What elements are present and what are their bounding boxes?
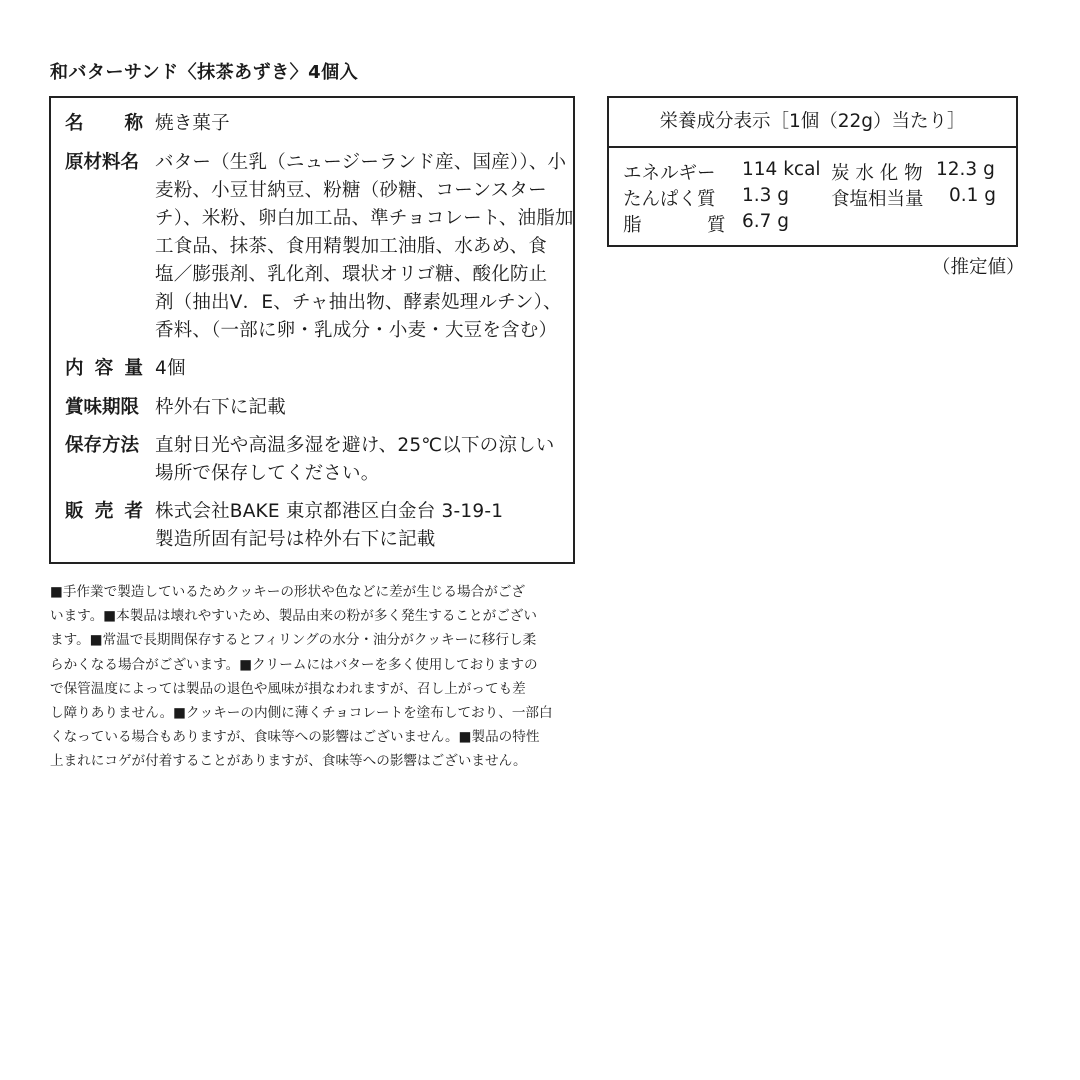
- note-line: らかくなる場合がございます。■クリームにはバターを多く使用しておりますの: [50, 656, 538, 673]
- row-storage: [65, 432, 567, 488]
- nutrition-header: 栄養成分表示［1個（22g）当たり］: [609, 98, 1016, 148]
- row-best-before: [65, 394, 567, 422]
- note-line: で保管温度によっては製品の退色や風味が損なわれますが、召し上がっても差: [50, 680, 526, 697]
- fat-label-1: 脂: [623, 215, 642, 236]
- fat-label-2: 質: [707, 215, 726, 236]
- value-seller: 株式会社BAKE 東京都港区白金台 3-19-1 製造所固有記号は枠外右下に記載: [155, 501, 504, 550]
- value-name: 焼き菓子: [155, 113, 230, 134]
- note-line: し障りありません。■クッキーの内側に薄くチョコレートを塗布しており、一部白: [50, 705, 553, 722]
- key-ingredients: 原材料名: [65, 152, 140, 173]
- row-contents: [65, 355, 567, 383]
- caution-notes: [50, 580, 590, 774]
- row-name: [65, 110, 567, 138]
- carb-value: 12.3 g: [936, 159, 995, 180]
- fat-value: 6.7 g: [742, 211, 790, 232]
- key-best-before: 賞味期限: [65, 397, 140, 418]
- note-line: 上まれにコゲが付着することがありますが、食味等への影響はございません。: [50, 753, 527, 770]
- energy-value: 114 kcal: [742, 159, 821, 180]
- product-title: 和バターサンド〈抹茶あずき〉4個入: [50, 62, 359, 83]
- row-ingredients: [65, 149, 574, 345]
- key-name: 名 称: [65, 113, 143, 134]
- key-seller: 販 売 者: [65, 501, 143, 522]
- key-storage: 保存方法: [65, 435, 140, 456]
- value-ingredients: バター（生乳（ニュージーランド産、国産））、小 麦粉、小豆甘納豆、粉糖（砂糖、コーンスター チ）、米粉、卵白加工品、準チョコレート、油脂加 工食品、抹茶、食用精製加工油脂、水あめ、食 塩／膨張剤、乳化剤、環状オリゴ糖、酸化防止 剤（抽出V．E、チャ抽出物、酵素処理ルチン）、 香料、（一部に卵・乳成分・小麦・大豆を含む）: [155, 152, 574, 341]
- protein-value: 1.3 g: [742, 185, 790, 206]
- key-contents: 内 容 量: [65, 358, 143, 379]
- nutrition-facts-table: [607, 96, 1018, 247]
- row-seller: [65, 498, 567, 554]
- note-line: います。■本製品は壊れやすいため、製品由来の粉が多く発生することがござい: [50, 608, 537, 625]
- note-line: ます。■常温で長期間保存するとフィリングの水分・油分がクッキーに移行し柔: [50, 632, 537, 649]
- carb-label: 炭 水 化 物: [831, 163, 923, 184]
- energy-label: エネルギー: [623, 163, 716, 184]
- estimate-note: （推定値）: [932, 257, 1025, 278]
- value-storage: 直射日光や高温多湿を避け、25℃以下の涼しい 場所で保存してください。: [155, 435, 555, 484]
- note-line: ■手作業で製造しているためクッキーの形状や色などに差が生じる場合がござ: [50, 584, 526, 600]
- product-label-table: [49, 96, 575, 564]
- salt-value: 0.1 g: [949, 185, 997, 206]
- salt-label: 食塩相当量: [831, 189, 924, 210]
- note-line: くなっている場合もありますが、食味等への影響はございません。■製品の特性: [50, 729, 540, 746]
- value-best-before: 枠外右下に記載: [155, 397, 286, 418]
- protein-label: たんぱく質: [623, 189, 716, 210]
- value-contents: 4個: [155, 358, 186, 379]
